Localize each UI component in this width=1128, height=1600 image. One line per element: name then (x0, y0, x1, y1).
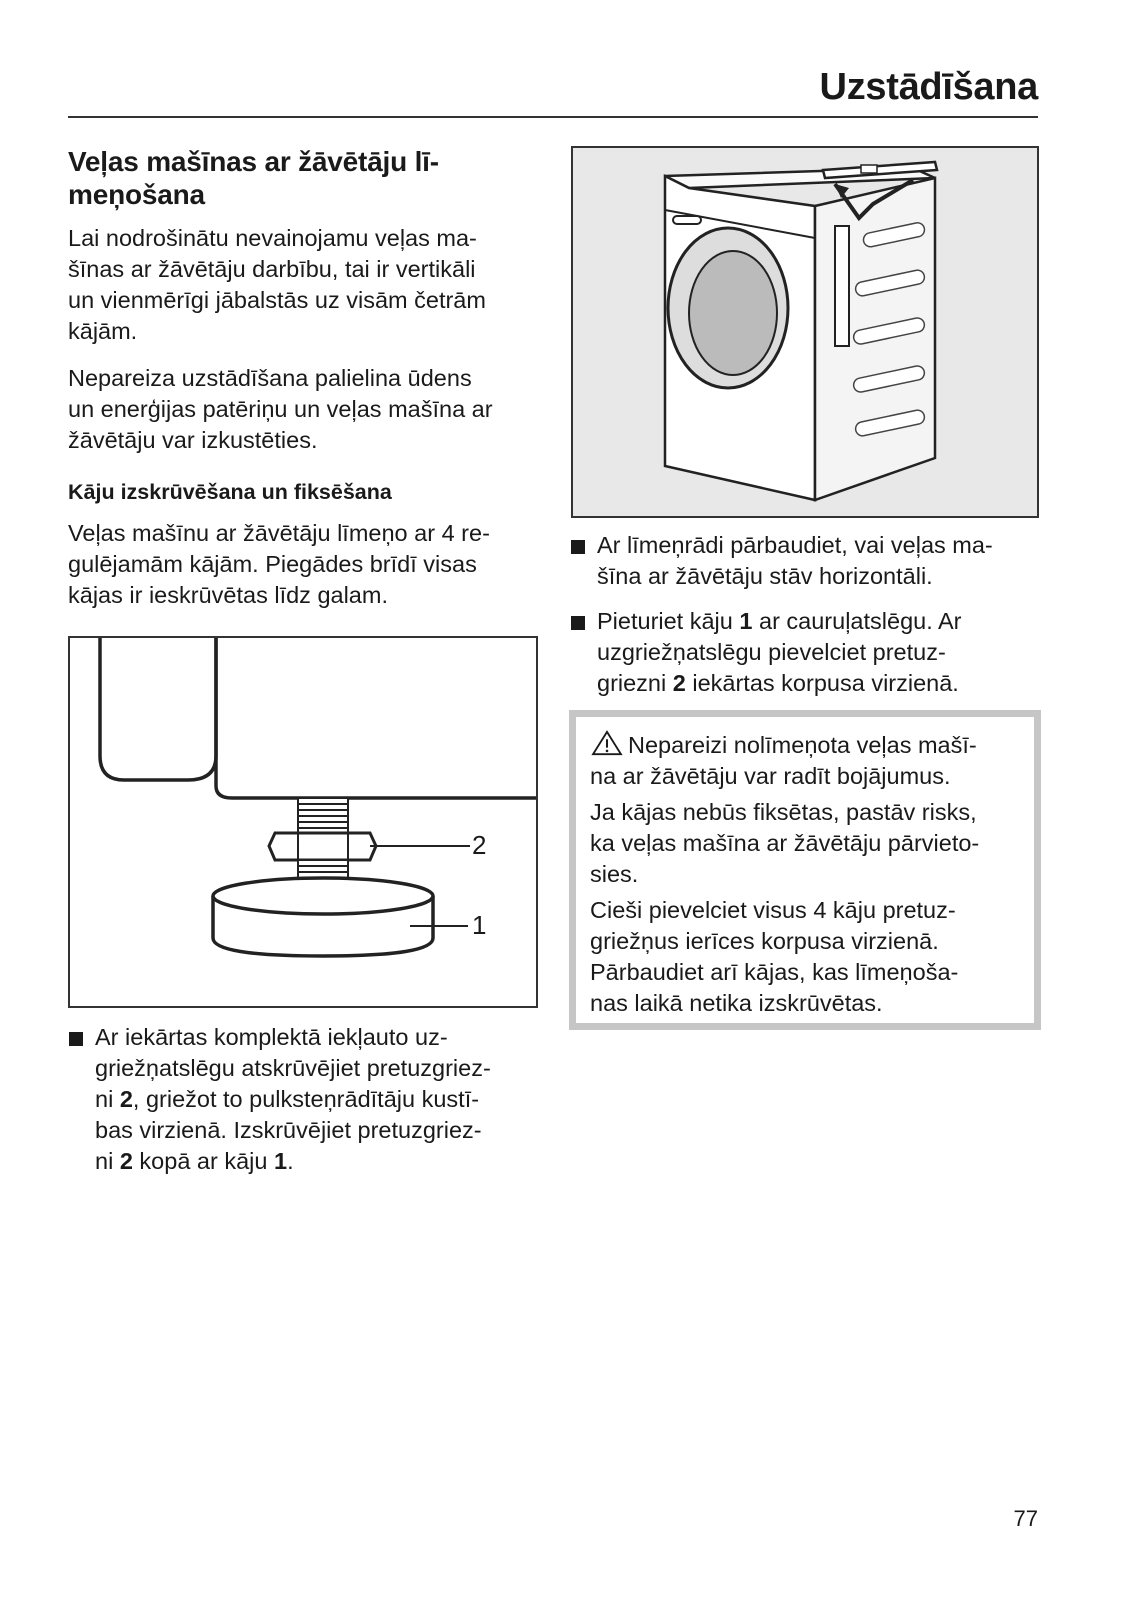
bold-ref: 1 (739, 608, 753, 634)
list-item (570, 530, 1042, 592)
warning-box (569, 710, 1041, 1030)
text-line: Nepareizi nolīmeņota veļas mašī- (628, 732, 977, 758)
header-divider (68, 116, 1038, 118)
bold-ref: 2 (119, 1086, 133, 1112)
callout-1-label: 1 (472, 910, 487, 940)
section-title-line-1: Veļas mašīnas ar žāvētāju lī- (68, 146, 439, 177)
right-bullet-list (570, 530, 1042, 713)
page-header-title: Uzstādīšana (819, 66, 1038, 108)
list-item (570, 606, 1042, 699)
page-number: 77 (1013, 1506, 1038, 1531)
bold-ref: 2 (119, 1148, 133, 1174)
text-line: Ar līmeņrādi pārbaudiet, vai veļas ma- (597, 532, 993, 558)
text-line: Ar iekārtas komplektā iekļauto uz- (95, 1024, 448, 1050)
left-bullet-list (68, 1022, 546, 1191)
text-line: Ja kājas nebūs fiksētas, pastāv risks, (590, 799, 977, 825)
text-line: Pieturiet kāju (597, 608, 740, 634)
text-line: iekārtas korpusa virzienā. (685, 670, 959, 696)
text-line: kopā ar kāju (132, 1148, 274, 1174)
text-line: ka veļas mašīna ar žāvētāju pārvieto- (590, 830, 980, 856)
left-column (68, 145, 546, 627)
text-line: griežņus ierīces korpusa virzienā. (590, 928, 939, 954)
text-line: Pārbaudiet arī kājas, kas līmeņoša- (590, 959, 959, 985)
bullet-square-icon (69, 1032, 83, 1046)
text-line: . (287, 1148, 294, 1174)
text-line: Cieši pievelciet visus 4 kāju pretuz- (590, 897, 956, 923)
text-line: sies. (590, 861, 639, 887)
bold-ref: 2 (672, 670, 686, 696)
washer-dryer-level-illustration (571, 146, 1039, 518)
consumption-paragraph (68, 363, 546, 456)
text-line: griežņatslēgu atskrūvējiet pretuzgriez- (95, 1055, 491, 1081)
text-line: nas laikā netika izskrūvētas. (590, 990, 883, 1016)
list-item (68, 1022, 546, 1177)
washer-drawing (573, 148, 1037, 516)
text-line: ar cauruļatslēgu. Ar (752, 608, 962, 634)
text-line: na ar žāvētāju var radīt bojājumus. (590, 763, 951, 789)
warning-triangle-icon (590, 730, 624, 756)
text-line: gulējamām kājām. Piegādes brīdī visas (68, 551, 477, 577)
warning-lead (590, 730, 1020, 792)
text-line: Veļas mašīnu ar žāvētāju līmeņo ar 4 re- (68, 520, 490, 546)
foot-drawing (70, 638, 536, 1006)
text-line: žāvētāju var izkustēties. (68, 427, 318, 453)
text-line: šīna ar žāvētāju stāv horizontāli. (597, 563, 933, 589)
feet-paragraph (68, 518, 546, 611)
adjustable-foot-illustration (68, 636, 538, 1008)
text-line: , griežot to pulksteņrādītāju kustī- (132, 1086, 480, 1112)
text-line: Nepareiza uzstādīšana palielina ūdens (68, 365, 472, 391)
text-line: bas virzienā. Izskrūvējiet pretuzgriez- (95, 1117, 482, 1143)
text-line: ni (95, 1148, 120, 1174)
text-line: un enerģijas patēriņu un veļas mašīna ar (68, 396, 493, 422)
bullet-square-icon (571, 616, 585, 630)
subheading: Kāju izskrūvēšana un fiksēšana (68, 480, 392, 504)
callout-2-label: 2 (472, 830, 487, 860)
text-line: Lai nodrošinātu nevainojamu veļas ma- (68, 225, 477, 251)
section-title-line-2: meņošana (68, 179, 205, 210)
text-line: kājas ir ieskrūvētas līdz galam. (68, 582, 388, 608)
text-line: kājām. (68, 318, 138, 344)
text-line: ni (95, 1086, 120, 1112)
text-line: griezni (597, 670, 673, 696)
section-title (68, 145, 546, 211)
text-line: uzgriežņatslēgu pievelciet pretuz- (597, 639, 946, 665)
bullet-square-icon (571, 540, 585, 554)
text-line: un vienmērīgi jābalstās uz visām četrām (68, 287, 486, 313)
warning-tighten-paragraph (590, 895, 1020, 1019)
text-line: šīnas ar žāvētāju darbību, tai ir vertikāli (68, 256, 476, 282)
intro-paragraph (68, 223, 546, 347)
warning-risk-paragraph (590, 797, 1020, 890)
bold-ref: 1 (274, 1148, 288, 1174)
